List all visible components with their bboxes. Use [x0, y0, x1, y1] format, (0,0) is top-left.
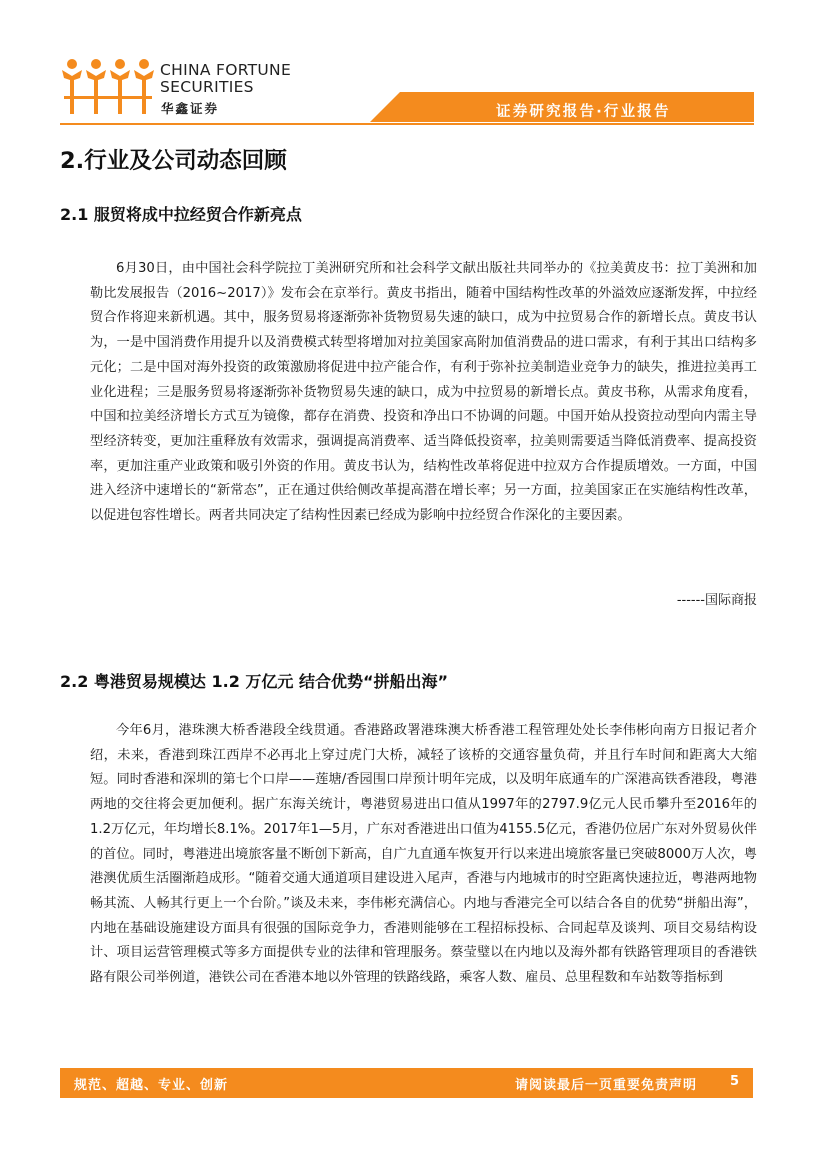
section-title: 2.行业及公司动态回顾: [60, 148, 287, 174]
subsection-2-title: 2.2 粤港贸易规模达 1.2 万亿元 结合优势“拼船出海”: [60, 672, 449, 691]
brand-line-1: CHINA FORTUNE: [160, 61, 292, 79]
page-number: 5: [729, 1074, 739, 1089]
brand-line-2: SECURITIES: [160, 78, 254, 96]
footer-bar: [60, 1068, 753, 1098]
source-attribution: ------国际商报: [676, 593, 757, 608]
subsection-1-body: 6月30日，由中国社会科学院拉丁美洲研究所和社会科学文献出版社共同举办的《拉美黄皮书：拉丁美洲和加勒比发展报告（2016~2017）》发布会在京举行。黄皮书指出，随着中国结构性改革的外溢效应逐渐发挥，中拉经贸合作将迎来新机遇。其中，服务贸易将逐渐弥补货物贸易失速的缺口，成为中拉贸易合作的新增长点。黄皮书认为，一是中国消费作用提升以及消费模式转型将增加对拉美国家高附加值消费品的进口需求，有利于其出口结构多元化；二是中国对海外投资的政策激励将促进中拉产能合作，有利于弥补拉美制造业竞争力的缺失，推进拉美再工业化进程；三是服务贸易将逐渐弥补货物贸易失速的缺口，成为中拉贸易的新增长点。黄皮书称，从需求角度看，中国和拉美经济增长方式互为镜像，都存在消费、投资和净出口不协调的问题。中国开始从投资拉动型向内需主导型经济转变，更加注重释放有效需求，强调提高消费率、适当降低投资率，拉美则需要适当降低消费率、提高投资率，更加注重产业政策和吸引外资的作用。黄皮书认为，结构性改革将促进中拉双方合作提质增效。一方面，中国进入经济中速增长的“新常态”，正在通过供给侧改革提高潜在增长率；另一方面，拉美国家正在实施结构性改革，以促进包容性增长。两者共同决定了结构性因素已经成为影响中拉经贸合作深化的主要因素。: [90, 261, 757, 524]
footer-motto: 规范、超越、专业、创新: [74, 1078, 229, 1093]
report-type-label: 证券研究报告·行业报告: [496, 104, 671, 120]
brand-chinese-name: 华鑫证券: [161, 101, 220, 116]
footer-disclaimer: 请阅读最后一页重要免责声明: [514, 1078, 697, 1093]
brand-english-name: [160, 62, 291, 96]
four-figures-logo-icon: [60, 56, 156, 118]
subsection-2-body: 今年6月，港珠澳大桥香港段全线贯通。香港路政署港珠澳大桥香港工程管理处处长李伟彬向南方日报记者介绍，未来，香港到珠江西岸不必再北上穿过虎门大桥，减轻了该桥的交通容量负荷，并且行车时间和距离大大缩短。同时香港和深圳的第七个口岸——莲塘/香园围口岸预计明年完成，以及明年底通车的广深港高铁香港段，粤港两地的交往将会更加便利。据广东海关统计，粤港贸易进出口值从1997年的2797.9亿元人民币攀升至2016年的1.2万亿元，年均增长8.1%。2017年1—5月，广东对香港进出口值为4155.5亿元，香港仍位居广东对外贸易伙伴的首位。同时，粤港进出境旅客量不断创下新高，自广九直通车恢复开行以来进出境旅客量已突破8000万人次，粤港澳优质生活圈渐趋成形。“随着交通大通道项目建设进入尾声，香港与内地城市的时空距离快速拉近，粤港两地物畅其流、人畅其行更上一个台阶。”谈及未来，李伟彬充满信心。内地与香港完全可以结合各自的优势“拼船出海”，内地在基础设施建设方面具有很强的国际竞争力，香港则能够在工程招标投标、合同起草及谈判、项目交易结构设计、项目运营管理模式等多方面提供专业的法律和管理服务。蔡莹璧以在内地以及海外都有铁路管理项目的香港铁路有限公司举例道，港铁公司在香港本地以外管理的铁路线路，乘客人数、雇员、总里程数和车站数等指标到: [90, 723, 757, 986]
subsection-1-title: 2.1 服贸将成中拉经贸合作新亮点: [60, 205, 302, 224]
